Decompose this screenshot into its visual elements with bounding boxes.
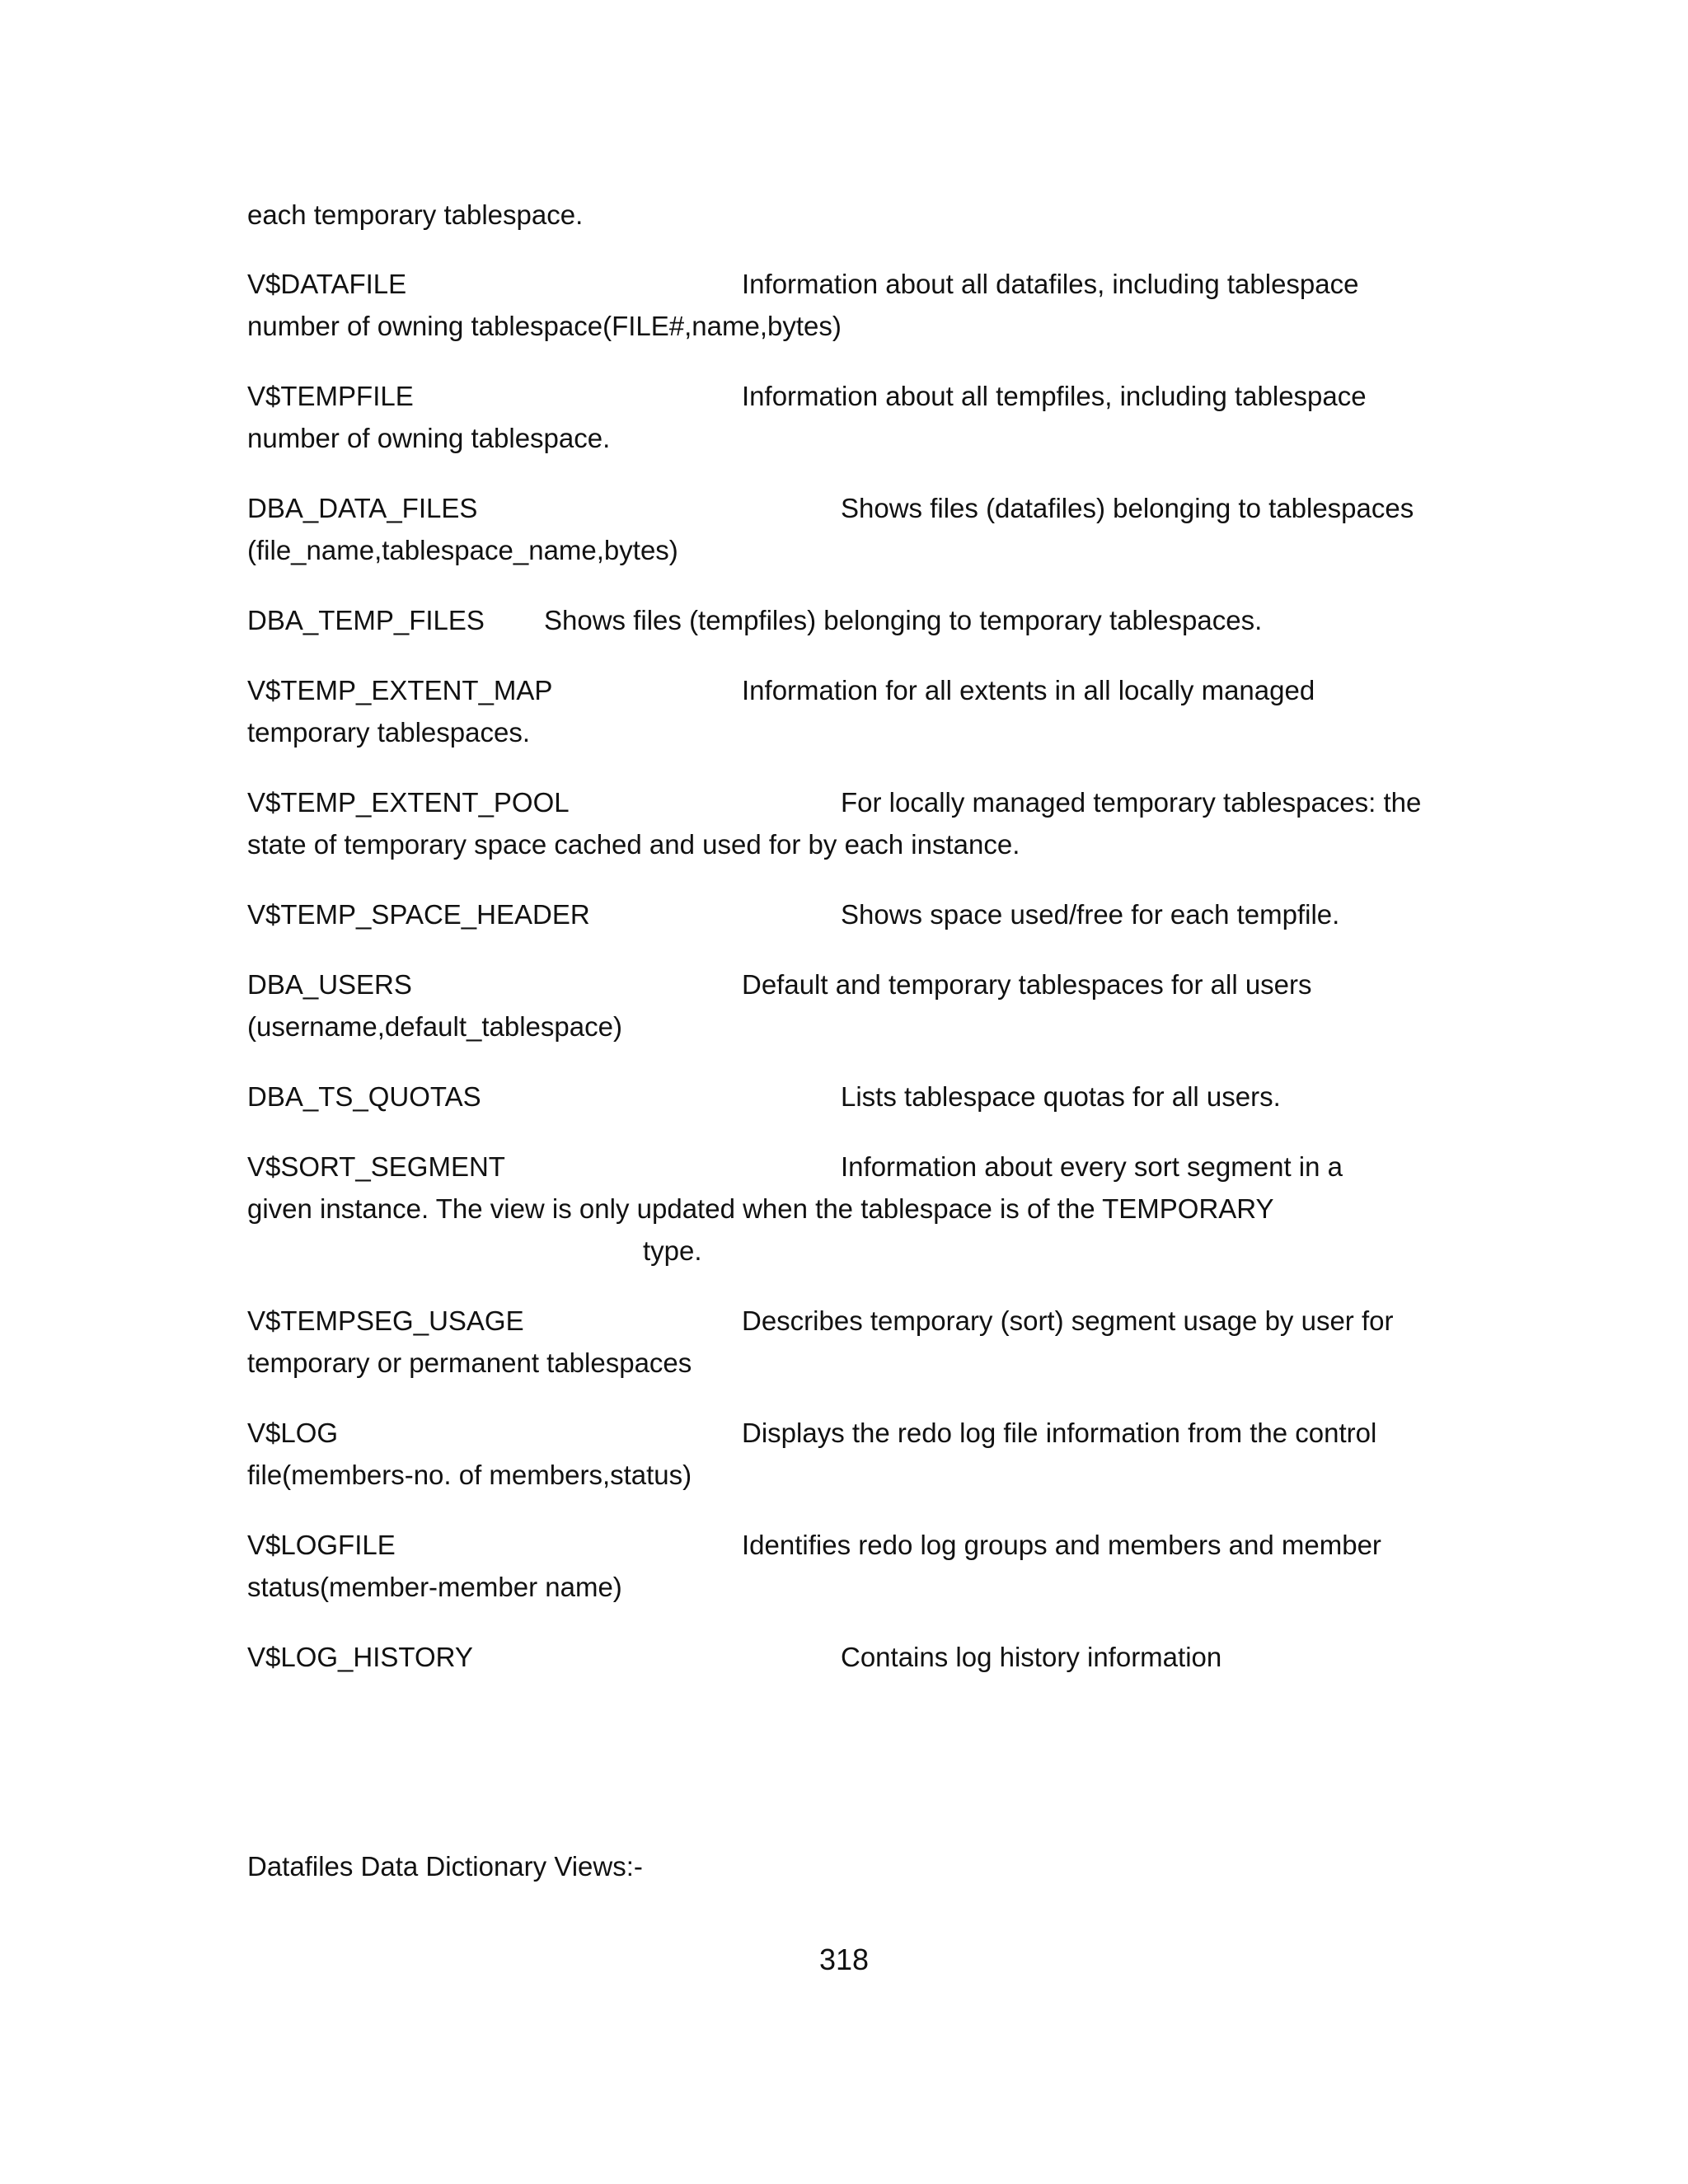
page-number: 318	[818, 1943, 870, 1976]
view-desc-v-temp-extent-pool: For locally managed temporary tablespaces: the	[841, 787, 1422, 818]
view-desc-v-sort-segment: Information about every sort segment in a	[841, 1151, 1343, 1182]
view-name-v-log: V$LOG	[247, 1418, 339, 1448]
view-name-v-log-history: V$LOG_HISTORY	[247, 1642, 473, 1672]
view-name-v-temp-extent-pool: V$TEMP_EXTENT_POOL	[247, 787, 570, 818]
view-desc-dba-temp-files: Shows files (tempfiles) belonging to temporary tablespaces.	[544, 605, 1263, 635]
view-desc-cont-v-sort-segment: given instance. The view is only updated when the tablespace is of the TEMPORARY	[247, 1193, 1274, 1224]
view-desc-cont-v-log: file(members-no. of members,status)	[247, 1460, 692, 1490]
view-desc-cont-dba-data-files: (file_name,tablespace_name,bytes)	[247, 535, 678, 565]
view-name-dba-data-files: DBA_DATA_FILES	[247, 493, 478, 523]
view-name-v-tempfile: V$TEMPFILE	[247, 381, 414, 411]
view-name-v-datafile: V$DATAFILE	[247, 269, 407, 299]
view-name-v-tempseg-usage: V$TEMPSEG_USAGE	[247, 1305, 524, 1336]
view-desc-cont-v-tempseg-usage: temporary or permanent tablespaces	[247, 1347, 692, 1378]
view-desc-cont-v-tempfile: number of owning tablespace.	[247, 423, 611, 453]
view-desc-v-log: Displays the redo log file information from the control	[742, 1418, 1377, 1448]
view-name-v-temp-extent-map: V$TEMP_EXTENT_MAP	[247, 675, 553, 705]
view-name-v-logfile: V$LOGFILE	[247, 1530, 396, 1560]
view-desc-dba-data-files: Shows files (datafiles) belonging to tablespaces	[841, 493, 1414, 523]
intro-text: each temporary tablespace.	[247, 199, 584, 230]
view-name-dba-temp-files: DBA_TEMP_FILES	[247, 605, 485, 635]
view-desc-v-temp-extent-map: Information for all extents in all locally managed	[742, 675, 1315, 705]
view-desc-v-datafile: Information about all datafiles, including tablespace	[742, 269, 1359, 299]
view-desc-cont-v-logfile: status(member-member name)	[247, 1572, 622, 1602]
section-heading: Datafiles Data Dictionary Views:-	[247, 1851, 643, 1882]
view-name-v-sort-segment: V$SORT_SEGMENT	[247, 1151, 505, 1182]
view-desc-tail-v-sort-segment: type.	[643, 1235, 702, 1266]
view-desc-cont-v-datafile: number of owning tablespace(FILE#,name,bytes)	[247, 311, 842, 341]
view-desc-cont-v-temp-extent-map: temporary tablespaces.	[247, 717, 531, 748]
view-name-dba-users: DBA_USERS	[247, 969, 412, 1000]
view-name-dba-ts-quotas: DBA_TS_QUOTAS	[247, 1081, 481, 1112]
view-desc-v-tempfile: Information about all tempfiles, including tablespace	[742, 381, 1367, 411]
view-desc-v-temp-space-header: Shows space used/free for each tempfile.	[841, 899, 1340, 930]
view-desc-cont-dba-users: (username,default_tablespace)	[247, 1011, 622, 1042]
view-desc-v-tempseg-usage: Describes temporary (sort) segment usage by user for	[742, 1305, 1394, 1336]
view-desc-v-log-history: Contains log history information	[841, 1642, 1222, 1672]
view-desc-cont-v-temp-extent-pool: state of temporary space cached and used for by each instance.	[247, 829, 1020, 860]
view-desc-dba-ts-quotas: Lists tablespace quotas for all users.	[841, 1081, 1281, 1112]
view-desc-dba-users: Default and temporary tablespaces for all users	[742, 969, 1312, 1000]
view-name-v-temp-space-header: V$TEMP_SPACE_HEADER	[247, 899, 590, 930]
view-desc-v-logfile: Identifies redo log groups and members and member	[742, 1530, 1381, 1560]
